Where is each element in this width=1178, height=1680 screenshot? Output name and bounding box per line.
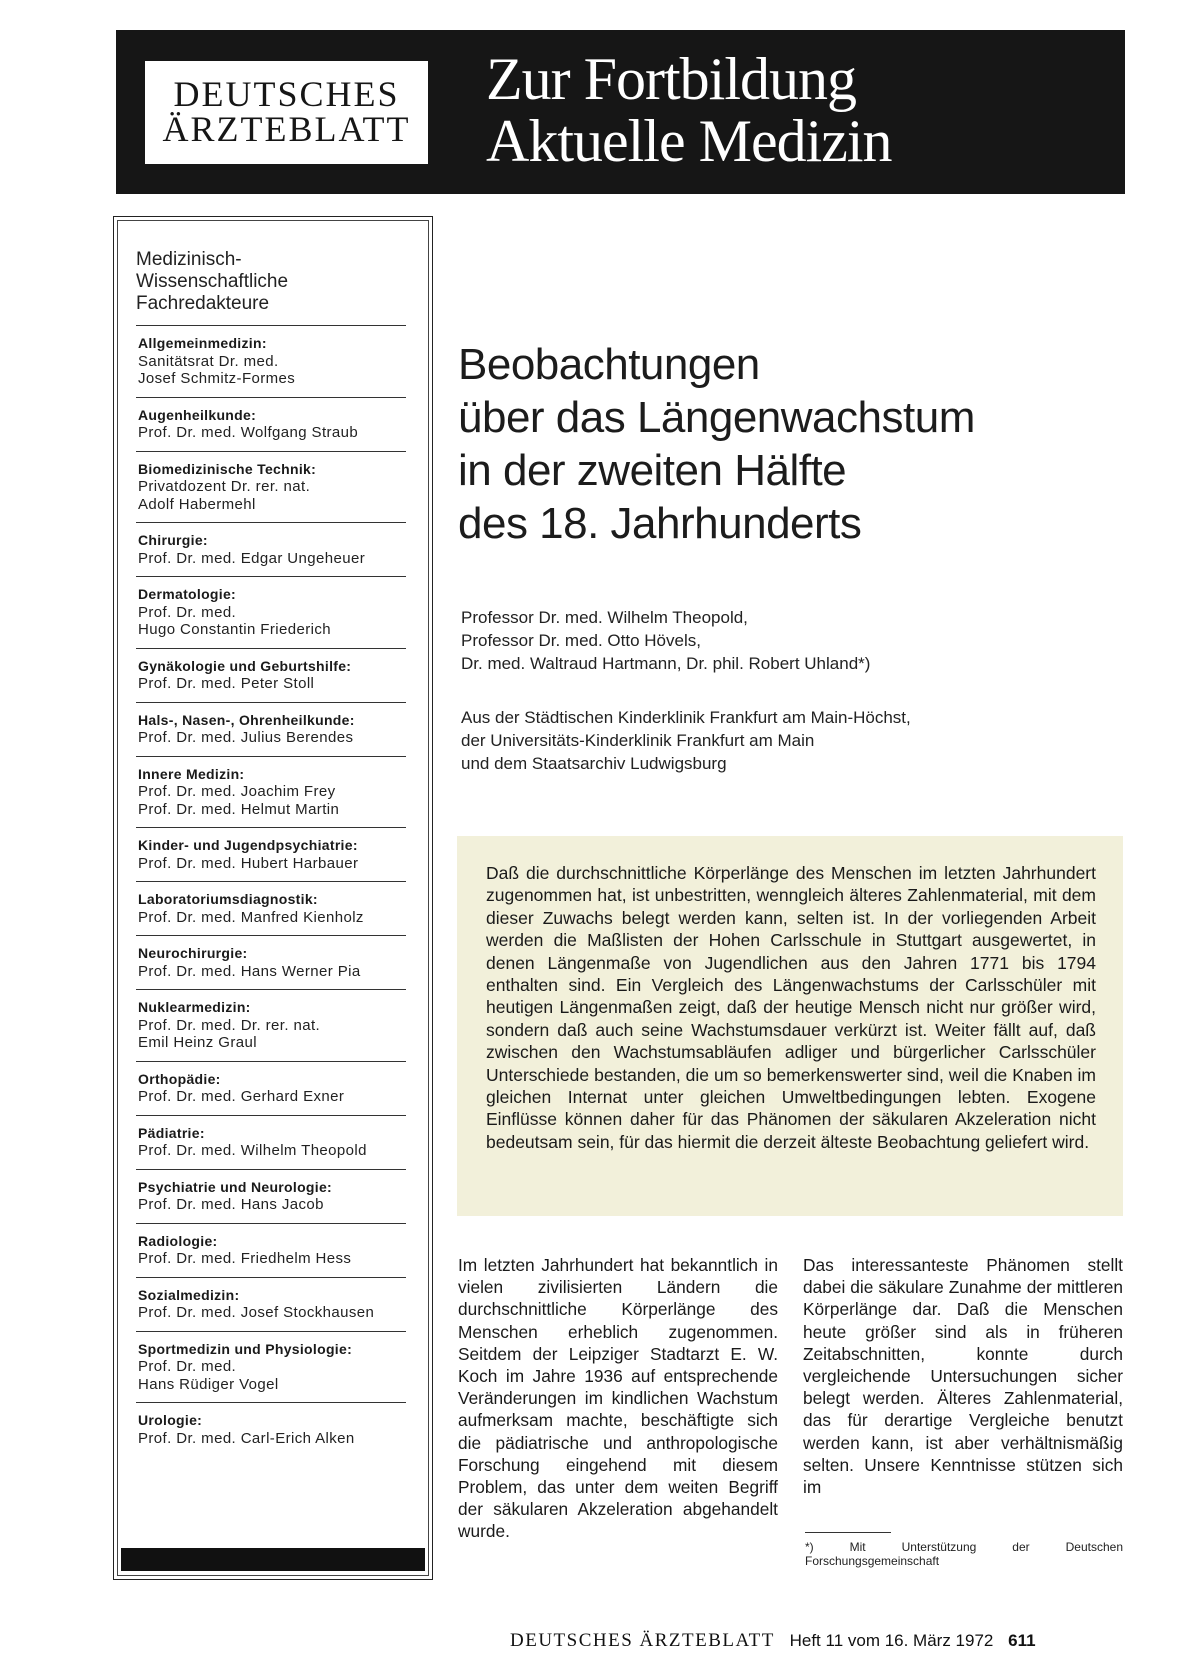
editors-list <box>136 249 406 1456</box>
editor-name: Hans Rüdiger Vogel <box>138 1375 279 1393</box>
author-line: Dr. med. Waltraud Hartmann, Dr. phil. Robert Uhland*) <box>461 654 871 673</box>
sidebar-bottom-bar <box>121 1548 425 1571</box>
journal-logo <box>145 61 428 164</box>
editor-entries <box>136 325 406 1456</box>
editor-name: Prof. Dr. med. Friedhelm Hess <box>138 1250 352 1267</box>
editor-name: Josef Schmitz-Formes <box>138 370 296 387</box>
editor-name: Hugo Constantin Friederich <box>138 621 331 638</box>
editor-name: Prof. Dr. med. Julius Berendes <box>138 729 354 746</box>
institution-line: Aus der Städtischen Kinderklinik Frankfurt am Main-Höchst, <box>461 708 911 727</box>
editor-entry <box>136 935 406 989</box>
page-footer <box>510 1630 1036 1652</box>
editor-entry <box>136 1223 406 1277</box>
editor-name: Prof. Dr. med. Dr. rer. nat. <box>138 1016 321 1034</box>
editor-name: Privatdozent Dr. rer. nat. <box>138 478 311 495</box>
editor-name: Prof. Dr. med. <box>138 1358 237 1375</box>
editor-field: Radiologie: <box>138 1232 218 1249</box>
editor-entry <box>136 702 406 756</box>
editor-entry <box>136 1277 406 1331</box>
editors-sidebar <box>113 216 433 1580</box>
header-banner <box>116 30 1125 194</box>
article-title <box>458 338 1058 550</box>
editor-field: Allgemeinmedizin: <box>138 335 267 351</box>
article-title-line: über das Längenwachstum <box>458 393 975 442</box>
editor-field: Chirurgie: <box>138 532 208 548</box>
editor-field: Urologie: <box>138 1412 203 1428</box>
editor-name: Adolf Habermehl <box>138 495 256 513</box>
article-title-line: des 18. Jahrhunderts <box>458 499 862 548</box>
editor-entry <box>136 1402 406 1456</box>
editor-entry <box>136 648 406 702</box>
editor-name: Sanitätsrat Dr. med. <box>138 352 279 370</box>
editor-name: Emil Heinz Graul <box>138 1034 257 1051</box>
body-column-right: Das interessanteste Phänomen stellt dabei die säkulare Zunahme der mittleren Körperlänge dar. Daß die Menschen heute größer sind als in früheren Zeitabschnitten, konnte durch vergleichende Untersuchungen sicher belegt werden. Älteres Zahlenmaterial, das für derartige Vergleiche benutzt werden kann, ist aber verhältnismäßig selten. Unsere Kenntnisse stützen sich im <box>803 1255 1123 1498</box>
author-line: Professor Dr. med. Otto Hövels, <box>461 631 701 650</box>
editor-name: Prof. Dr. med. Edgar Ungeheuer <box>138 549 366 567</box>
editor-field: Nuklearmedizin: <box>138 999 251 1015</box>
editor-entry <box>136 989 406 1061</box>
section-title <box>486 48 892 172</box>
editor-name: Prof. Dr. med. Hans Werner Pia <box>138 962 361 980</box>
editor-field: Gynäkologie und Geburtshilfe: <box>138 657 352 674</box>
editor-field: Sportmedizin und Physiologie: <box>138 1340 353 1357</box>
editor-name: Prof. Dr. med. Manfred Kienholz <box>138 908 364 926</box>
editor-field: Kinder- und Jugendpsychiatrie: <box>138 837 358 853</box>
body-column-left: Im letzten Jahrhundert hat bekanntlich in vielen zivilisierten Ländern die durchschnittliche Körperlänge des Menschen erheblich zugenommen. Seitdem der Leipziger Stadtarzt E. W. Koch im Jahre 1936 auf entsprechende Veränderungen im kindlichen Wachstum aufmerksam machte, beschäftigte sich die pädiatrische und anthropologische Forschung eingehend mit diesem Problem, das unter dem weiten Begriff der säkularen Akzeleration abgehandelt wurde. <box>458 1255 778 1542</box>
editor-entry <box>136 397 406 451</box>
editor-entry <box>136 1115 406 1169</box>
editor-field: Psychiatrie und Neurologie: <box>138 1178 333 1195</box>
editor-entry <box>136 522 406 576</box>
editor-entry <box>136 1331 406 1403</box>
footnote: *) Mit Unterstützung der Deutschen Forschungsgemeinschaft <box>805 1540 1123 1568</box>
section-title-line-1: Zur Fortbildung <box>486 46 856 112</box>
editor-field: Dermatologie: <box>138 586 237 602</box>
section-title-line-2: Aktuelle Medizin <box>486 108 892 174</box>
editor-name: Prof. Dr. med. Joachim Frey <box>138 783 336 800</box>
editor-entry <box>136 827 406 881</box>
editors-heading <box>136 249 406 315</box>
footnote-rule <box>805 1532 891 1533</box>
editor-field: Laboratoriumsdiagnostik: <box>138 891 318 907</box>
footer-journal: DEUTSCHES ÄRZTEBLATT <box>510 1630 775 1651</box>
editor-name: Prof. Dr. med. Peter Stoll <box>138 675 315 692</box>
footer-issue: Heft 11 vom 16. März 1972 <box>789 1631 994 1650</box>
editor-entry <box>136 325 406 397</box>
editor-name: Prof. Dr. med. Wilhelm Theopold <box>138 1142 367 1159</box>
editors-heading-line: Wissenschaftliche <box>136 271 289 292</box>
editor-entry <box>136 1061 406 1115</box>
editor-name: Prof. Dr. med. Gerhard Exner <box>138 1088 345 1105</box>
editors-heading-line: Fachredakteure <box>136 293 270 314</box>
editor-entry <box>136 1169 406 1223</box>
editor-name: Prof. Dr. med. Hubert Harbauer <box>138 854 359 872</box>
author-line: Professor Dr. med. Wilhelm Theopold, <box>461 608 748 627</box>
editors-heading-line: Medizinisch- <box>136 249 242 270</box>
editor-name: Prof. Dr. med. <box>138 603 237 621</box>
article-title-line: Beobachtungen <box>458 340 760 389</box>
editor-entry <box>136 756 406 828</box>
abstract-text: Daß die durchschnittliche Körperlänge des Menschen im letzten Jahrhundert zugenommen hat, ist unbestritten, wenngleich älteres Zahlenmaterial, mit dem dieser Zuwachs belegt werden kann, selten ist. In der vorliegenden Arbeit werden die Maßlisten der Hohen Carlsschule in Stuttgart ausgewertet, in denen Längenmaße von Jugendlichen aus den Jahren 1771 bis 1794 enthalten sind. Ein Vergleich des Längenwachstums der Carlsschüler mit heutigen Längenmaßen zeigt, daß der heutige Mensch nicht nur größer wird, sondern daß auch seine Wachstumsdauer verkürzt ist. Weiter fällt auf, daß zwischen den Wachstumsabläufen adliger und bürgerlicher Carlsschüler Unterschiede bestanden, die um so bemerkenswerter sind, weil die Knaben im gleichen Internat unter gleichen Umweltbedingungen lebten. Exogene Einflüsse können daher für das Phänomen der säkularen Akzeleration nicht bedeutsam sein, für das hiermit die derzeit älteste Beobachtung geliefert wird. <box>486 863 1096 1152</box>
editor-name: Prof. Dr. med. Helmut Martin <box>138 800 340 818</box>
editor-field: Pädiatrie: <box>138 1124 205 1141</box>
logo-line-1: DEUTSCHES <box>173 74 400 114</box>
editor-name: Prof. Dr. med. Hans Jacob <box>138 1196 324 1213</box>
editor-field: Augenheilkunde: <box>138 406 257 423</box>
article-title-line: in der zweiten Hälfte <box>458 446 847 495</box>
editor-field: Innere Medizin: <box>138 765 245 782</box>
editor-field: Biomedizinische Technik: <box>138 460 317 477</box>
editor-field: Neurochirurgie: <box>138 945 248 961</box>
editor-field: Orthopädie: <box>138 1070 221 1087</box>
institution-line: und dem Staatsarchiv Ludwigsburg <box>461 754 727 773</box>
editor-name: Prof. Dr. med. Wolfgang Straub <box>138 424 359 441</box>
article-authors <box>461 606 870 675</box>
editor-field: Hals-, Nasen-, Ohrenheilkunde: <box>138 711 355 728</box>
page-number: 611 <box>1008 1631 1036 1650</box>
editor-entry <box>136 881 406 935</box>
institution-line: der Universitäts-Kinderklinik Frankfurt am Main <box>461 731 815 750</box>
editor-field: Sozialmedizin: <box>138 1286 240 1303</box>
editor-name: Prof. Dr. med. Carl-Erich Alken <box>138 1429 355 1447</box>
abstract-box <box>457 836 1123 1216</box>
article-institutions <box>461 706 911 775</box>
editor-entry <box>136 451 406 523</box>
logo-line-2: ÄRZTEBLATT <box>162 109 411 149</box>
editor-entry <box>136 576 406 648</box>
editor-name: Prof. Dr. med. Josef Stockhausen <box>138 1304 375 1321</box>
